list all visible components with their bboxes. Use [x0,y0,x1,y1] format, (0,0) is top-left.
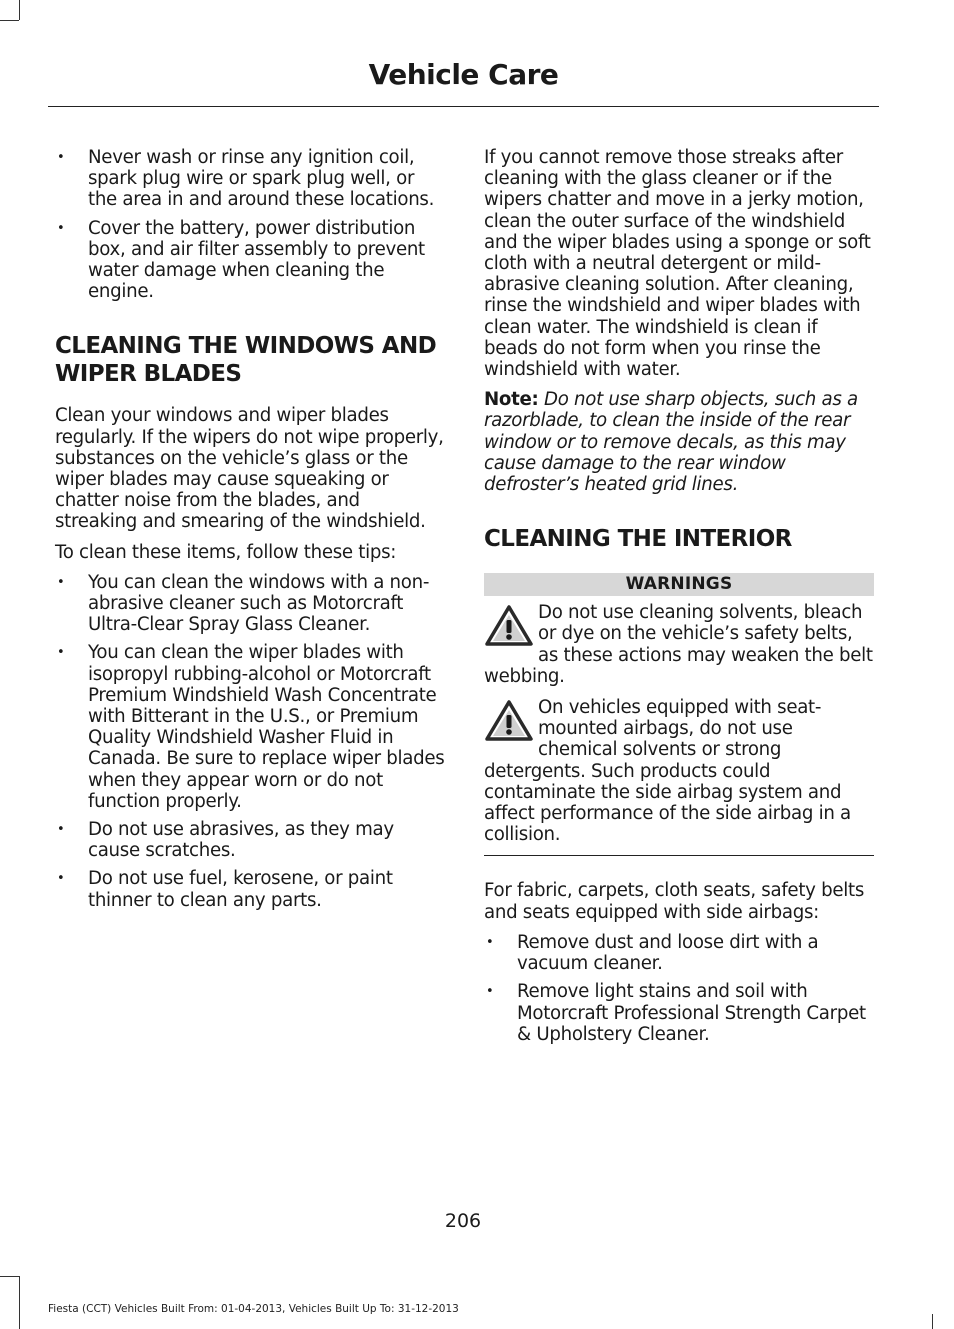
section-heading-windows: CLEANING THE WINDOWS AND WIPER BLADES [55,333,437,388]
paragraph: If you cannot remove those streaks after cleaning with the glass cleaner or if the wipers chatter and move in a jerky motion, clean the outer surface of the windshield and the wiper blades using a sponge or soft cloth with a neutral detergent or mild-abrasive cleaning solution. After cleaning, rinse the windshield and wiper blades with clean water. The windshield is clean if beads do not form when you rinse the windshield with water. [484,147,871,381]
warning-text: On vehicles equipped with seat-mounted airbags, do not use chemical solvents or strong detergents. Such products could contaminate the side airbag system and affect performance of the side airbag in a collision. [484,697,851,846]
list-item: • Do not use abrasives, as they may cause scratches. [55,819,445,861]
list-item: • Remove dust and loose dirt with a vacuum cleaner. [484,932,874,974]
warnings-end-divider [484,855,874,856]
list-item: • You can clean the windows with a non-abrasive cleaner such as Motorcraft Ultra-Clear Spray Glass Cleaner. [55,572,445,636]
warning-text: Do not use cleaning solvents, bleach or dye on the vehicle’s safety belts, as these actions may weaken the belt webbing. [484,602,873,687]
paragraph: For fabric, carpets, cloth seats, safety belts and seats equipped with side airbags: [484,880,864,923]
list-item: • Remove light stains and soil with Motorcraft Professional Strength Carpet & Upholstery Cleaner. [484,981,874,1045]
warning-triangle-icon [484,699,534,743]
crop-mark [19,1276,20,1329]
list-item: • Do not use fuel, kerosene, or paint thinner to clean any parts. [55,868,445,910]
warning-triangle-icon [484,604,534,648]
crop-mark [19,0,20,20]
note [484,389,874,495]
crop-mark [0,20,19,21]
tips-bullet-list [55,572,445,911]
note-label: Note: [484,389,539,411]
left-column [55,147,445,921]
list-item: • You can clean the wiper blades with isopropyl rubbing-alcohol or Motorcraft Premium Windshield Wash Concentrate with Bitterant in the U.S., or Premium Quality Windshield Washer Fluid in Canada. Be sure to replace wiper blades when they appear worn or do not function properly. [55,642,445,812]
engine-bullet-list [55,147,445,302]
right-column [484,147,874,1055]
interior-bullet-list [484,932,874,1045]
note-text: Do not use sharp objects, such as a razorblade, to clean the inside of the rear window or to remove decals, as this may cause damage to the rear window defroster’s heated grid lines. [484,389,858,496]
paragraph: Clean your windows and wiper blades regularly. If the wipers do not wipe properly, substances on the vehicle’s glass or the wiper blades may cause squeaking or chatter noise from the blades, and streaking and smearing of the windshield. [55,405,444,533]
list-item: • Never wash or rinse any ignition coil, spark plug wire or spark plug well, or the area in and around these locations. [55,147,445,211]
section-heading-interior: CLEANING THE INTERIOR [484,526,792,553]
warning-item [484,697,874,845]
page-title: Vehicle Care [368,58,559,91]
list-item: • Cover the battery, power distribution box, and air filter assembly to prevent water damage when cleaning the engine. [55,218,445,303]
header-divider [48,106,879,107]
crop-mark [0,1276,19,1277]
crop-mark [932,1314,933,1329]
warning-item [484,602,874,687]
warnings-header: WARNINGS [484,573,874,596]
paragraph: To clean these items, follow these tips: [55,541,397,563]
footer-text: Fiesta (CCT) Vehicles Built From: 01-04-2013, Vehicles Built Up To: 31-12-2013 [48,1303,459,1315]
page-number: 206 [444,1210,482,1232]
